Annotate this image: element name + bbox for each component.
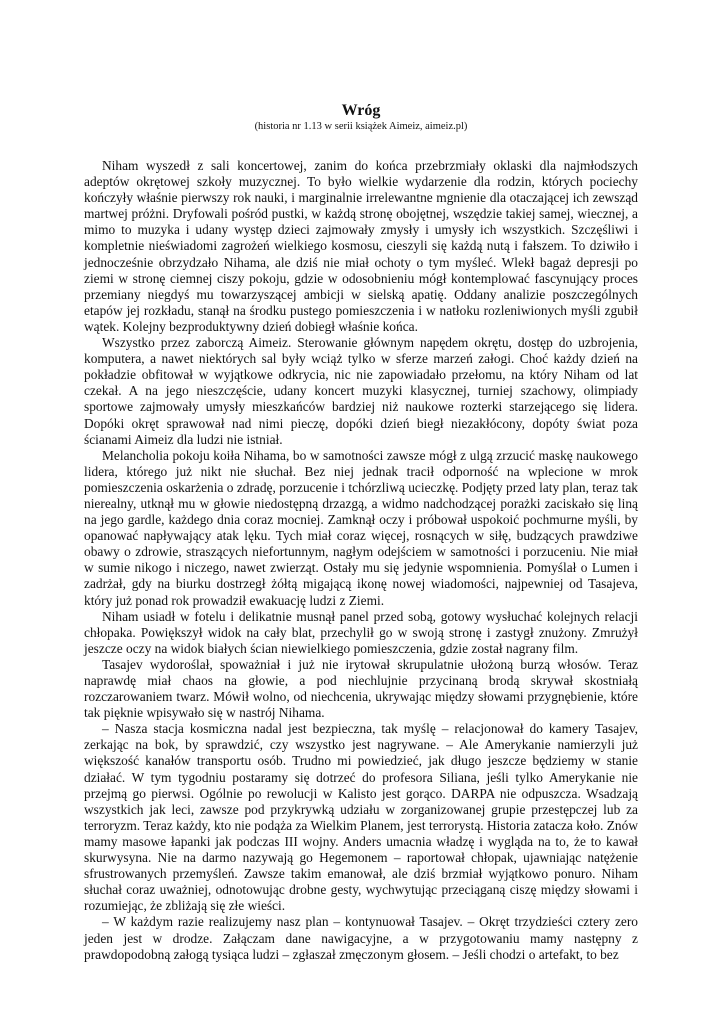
paragraph-1: Niham wyszedł z sali koncertowej, zanim do końca przebrzmiały oklaski dla najmłodszych adeptów okrętowej szkoły muzycznej. To było wielkie wydarzenie dla rodzin, których pociechy kończyły właśnie pierwszy rok nauki, i marginalnie irrelewantne mgnienie dla otaczającej ich zewsząd martwej próżni. Dryfowali pośród pustki, w każdą stronę obojętnej, wszędzie takiej samej, wiecznej, a mimo to muzyka i udany występ dzieci zajmowały zmysły i umysły ich wszystkich. Szczęśliwi i kompletnie nieświadomi zagrożeń wielkiego kosmosu, cieszyli się każdą nutą i fałszem. To dziwiło i jednocześnie obrzydzało Nihama, ale dziś nie miał ochoty o tym myśleć. Wlekł bagaż depresji po ziemi w stronę ciemnej ciszy pokoju, gdzie w odosobnieniu mógł kontemplować fascynujący proces przemiany niegdyś mu towarzyszącej ambicji w sielską apatię. Oddany analizie poszczególnych etapów jej rozkładu, stanął na środku pustego pomieszczenia i w natłoku rozleniwionych myśli zgubił wątek. Kolejny bezproduktywny dzień dobiegł właśnie końca. bbox=[84, 158, 638, 334]
paragraph-7: – W każdym razie realizujemy nasz plan – kontynuował Tasajev. – Okręt trzydzieści cztery zero jeden jest w drodze. Załączam dane nawigacyjne, a w przygotowaniu mamy następny z prawdopodobną załogą tysiąca ludzi – zgłaszał zmęczonym głosem. – Jeśli chodzi o artefakt, to bez bbox=[84, 914, 638, 962]
document-subtitle: (historia nr 1.13 w serii książek Aimeiz, aimeiz.pl) bbox=[254, 121, 468, 132]
document-page bbox=[84, 102, 638, 963]
paragraph-5: Tasajev wydoroślał, spoważniał i już nie irytował skrupulatnie ułożoną burzą włosów. Teraz naprawdę miał chaos na głowie, a pod niechlujnie przycinaną brodą skrywał skostniałą rozczarowaniem twarz. Mówił wolno, od niechcenia, ukrywając między słowami przygnębienie, które tak pięknie wpisywało się w nastrój Nihama. bbox=[84, 656, 638, 721]
document-title: Wróg bbox=[341, 102, 381, 119]
paragraph-2: Wszystko przez zaborczą Aimeiz. Sterowanie głównym napędem okrętu, dostęp do uzbrojenia, komputera, a nawet niektórych sal były wciąż tylko w sferze marzeń załogi. Choć każdy dzień na pokładzie obfitował w wyjątkowe odkrycia, nic nie zapowiadało przełomu, na który Niham od lat czekał. A na jego nieszczęście, udany koncert muzyki klasycznej, turniej szachowy, olimpiady sportowe zajmowały umysły mieszkańców bardziej niż naukowe rozterki starzejącego się lidera. Dopóki okręt sprawował nad nimi pieczę, dopóki dzień biegł niezakłócony, dopóty świat poza ścianami Aimeiz dla ludzi nie istniał. bbox=[84, 335, 638, 447]
paragraph-3: Melancholia pokoju koiła Nihama, bo w samotności zawsze mógł z ulgą zrzucić maskę naukowego lidera, którego już nikt nie słuchał. Bez niej jednak tracił odporność na wplecione w mrok pomieszczenia oskarżenia o zdradę, porzucenie i tchórzliwą ucieczkę. Podjęty przed laty plan, teraz tak nierealny, utknął mu w głowie niedostępną drzazgą, a widmo nadchodzącej porażki zaciskało się liną na jego gardle, każdego dnia coraz mocniej. Zamknął oczy i próbował uspokoić pochmurne myśli, by opanować napływający atak lęku. Tych miał coraz więcej, rosnących w siłę, budzących prawdziwe obawy o zdrowie, straszących niefortunnym, nagłym odejściem w samotności i porzuceniu. Nie miał w sumie nikogo i niczego, nawet zwierząt. Ostały mu się jedynie wspomnienia. Pomyślał o Lumen i zadrżał, gdy na biurku dostrzegł żółtą migającą ikonę nowej wiadomości, najpewniej od Tasajeva, który już ponad rok prowadził ewakuację ludzi z Ziemi. bbox=[84, 447, 638, 608]
paragraph-4: Niham usiadł w fotelu i delikatnie musnął panel przed sobą, gotowy wysłuchać kolejnych relacji chłopaka. Powiększył widok na cały blat, przechylił go w swoją stronę i zastygł znużony. Zmrużył jeszcze oczy na widok białych ścian niewielkiego pomieszczenia, gdzie został nagrany film. bbox=[84, 608, 638, 656]
document-body bbox=[84, 158, 638, 963]
paragraph-6: – Nasza stacja kosmiczna nadal jest bezpieczna, tak myślę – relacjonował do kamery Tasajev, zerkając na bok, by sprawdzić, czy wszystko jest nagrywane. – Ale Amerykanie namierzyli już większość kanałów transportu osób. Trudno mi powiedzieć, jak długo jeszcze będziemy w stanie działać. W tym tygodniu postaramy się dotrzeć do profesora Siliana, jeśli tylko Amerykanie nie przejmą go pierwsi. Ogólnie po rewolucji w Kalisto jest gorąco. DARPA nie odpuszcza. Wsadzają wszystkich jak leci, zawsze pod przykrywką udziału w zorganizowanej grupie przestępczej lub za terroryzm. Teraz każdy, kto nie podąża za Wielkim Planem, jest terrorystą. Historia zatacza koło. Znów mamy masowe łapanki jak podczas III wojny. Anders umacnia władzę i wygląda na to, że to kawał skurwysyna. Nie na darmo nazywają go Hegemonem – raportował chłopak, ujawniając natężenie sfrustrowanych przemyśleń. Zawsze takim emanował, ale dziś brzmiał wyjątkowo ponuro. Niham słuchał coraz uważniej, odnotowując drobne gesty, wychwytując przeciąganą ciszę między słowami i rozumiejąc, że zbliżają się złe wieści. bbox=[84, 721, 638, 914]
